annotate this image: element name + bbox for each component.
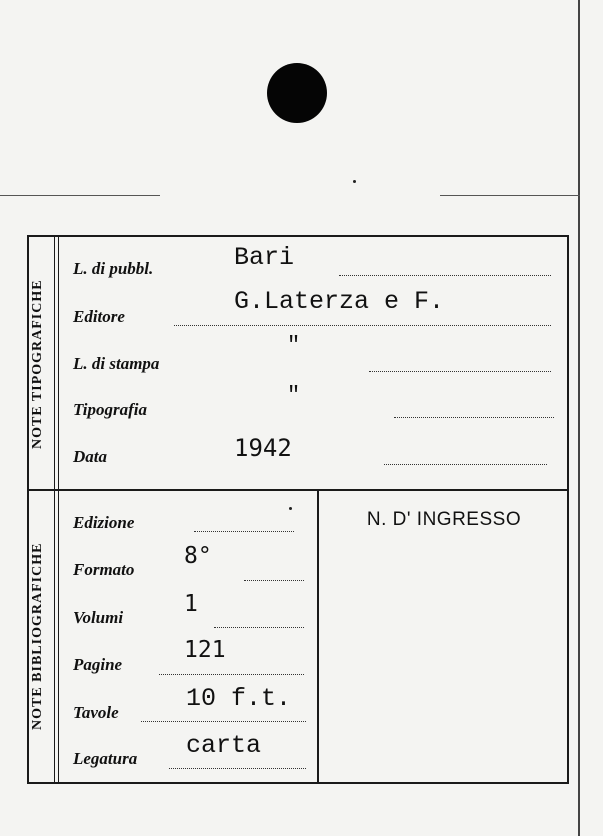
- fold-line: [0, 195, 160, 196]
- section-divider: [29, 489, 567, 491]
- dotted-line: [159, 674, 304, 675]
- catalog-card: [27, 235, 569, 784]
- punch-hole: [267, 63, 327, 123]
- label-volumi: Volumi: [73, 608, 124, 627]
- dotted-line: [194, 531, 294, 532]
- value-editore: G.Laterza e F.: [234, 287, 445, 316]
- side-rule: [58, 237, 59, 489]
- label-formato: Formato: [73, 560, 135, 579]
- section-title-bibliographic: NOTE BIBLIOGRAFICHE: [30, 542, 45, 731]
- value-pagine: 121: [184, 637, 226, 663]
- dotted-line: [339, 275, 551, 276]
- label-edizione: Edizione: [73, 513, 135, 532]
- value-luogo-stampa: ": [287, 333, 301, 358]
- label-pagine: Pagine: [73, 655, 123, 674]
- dotted-line: [214, 627, 304, 628]
- dotted-line: [384, 464, 547, 465]
- value-volumi: 1: [184, 591, 198, 617]
- value-data: 1942: [234, 434, 292, 462]
- label-editore: Editore: [73, 307, 125, 326]
- value-legatura: carta: [186, 731, 262, 760]
- dotted-line: [394, 417, 554, 418]
- label-tavole: Tavole: [73, 703, 119, 722]
- value-formato: 8°: [184, 543, 212, 569]
- value-luogo-pubblicazione: Bari: [234, 243, 295, 272]
- label-luogo-stampa: L. di stampa: [73, 354, 160, 373]
- ingresso-label: N. D' INGRESSO: [366, 509, 522, 530]
- section-title-typographic: NOTE TIPOGRAFICHE: [30, 279, 45, 449]
- speck-mark: [353, 180, 356, 183]
- side-rule: [54, 491, 55, 782]
- dotted-line: [369, 371, 551, 372]
- dotted-line: [244, 580, 304, 581]
- label-tipografia: Tipografia: [73, 400, 147, 419]
- value-tipografia: ": [287, 383, 301, 408]
- page-edge: [578, 0, 580, 836]
- column-divider: [317, 491, 319, 782]
- value-tavole: 10 f.t.: [186, 684, 292, 713]
- side-rule: [54, 237, 55, 489]
- side-rule: [58, 491, 59, 782]
- dotted-line: [169, 768, 306, 769]
- label-data: Data: [73, 447, 107, 466]
- fold-line: [440, 195, 580, 196]
- dotted-line: [174, 325, 551, 326]
- dotted-line: [141, 721, 306, 722]
- label-legatura: Legatura: [73, 749, 138, 768]
- label-luogo-pubblicazione: L. di pubbl.: [73, 259, 154, 278]
